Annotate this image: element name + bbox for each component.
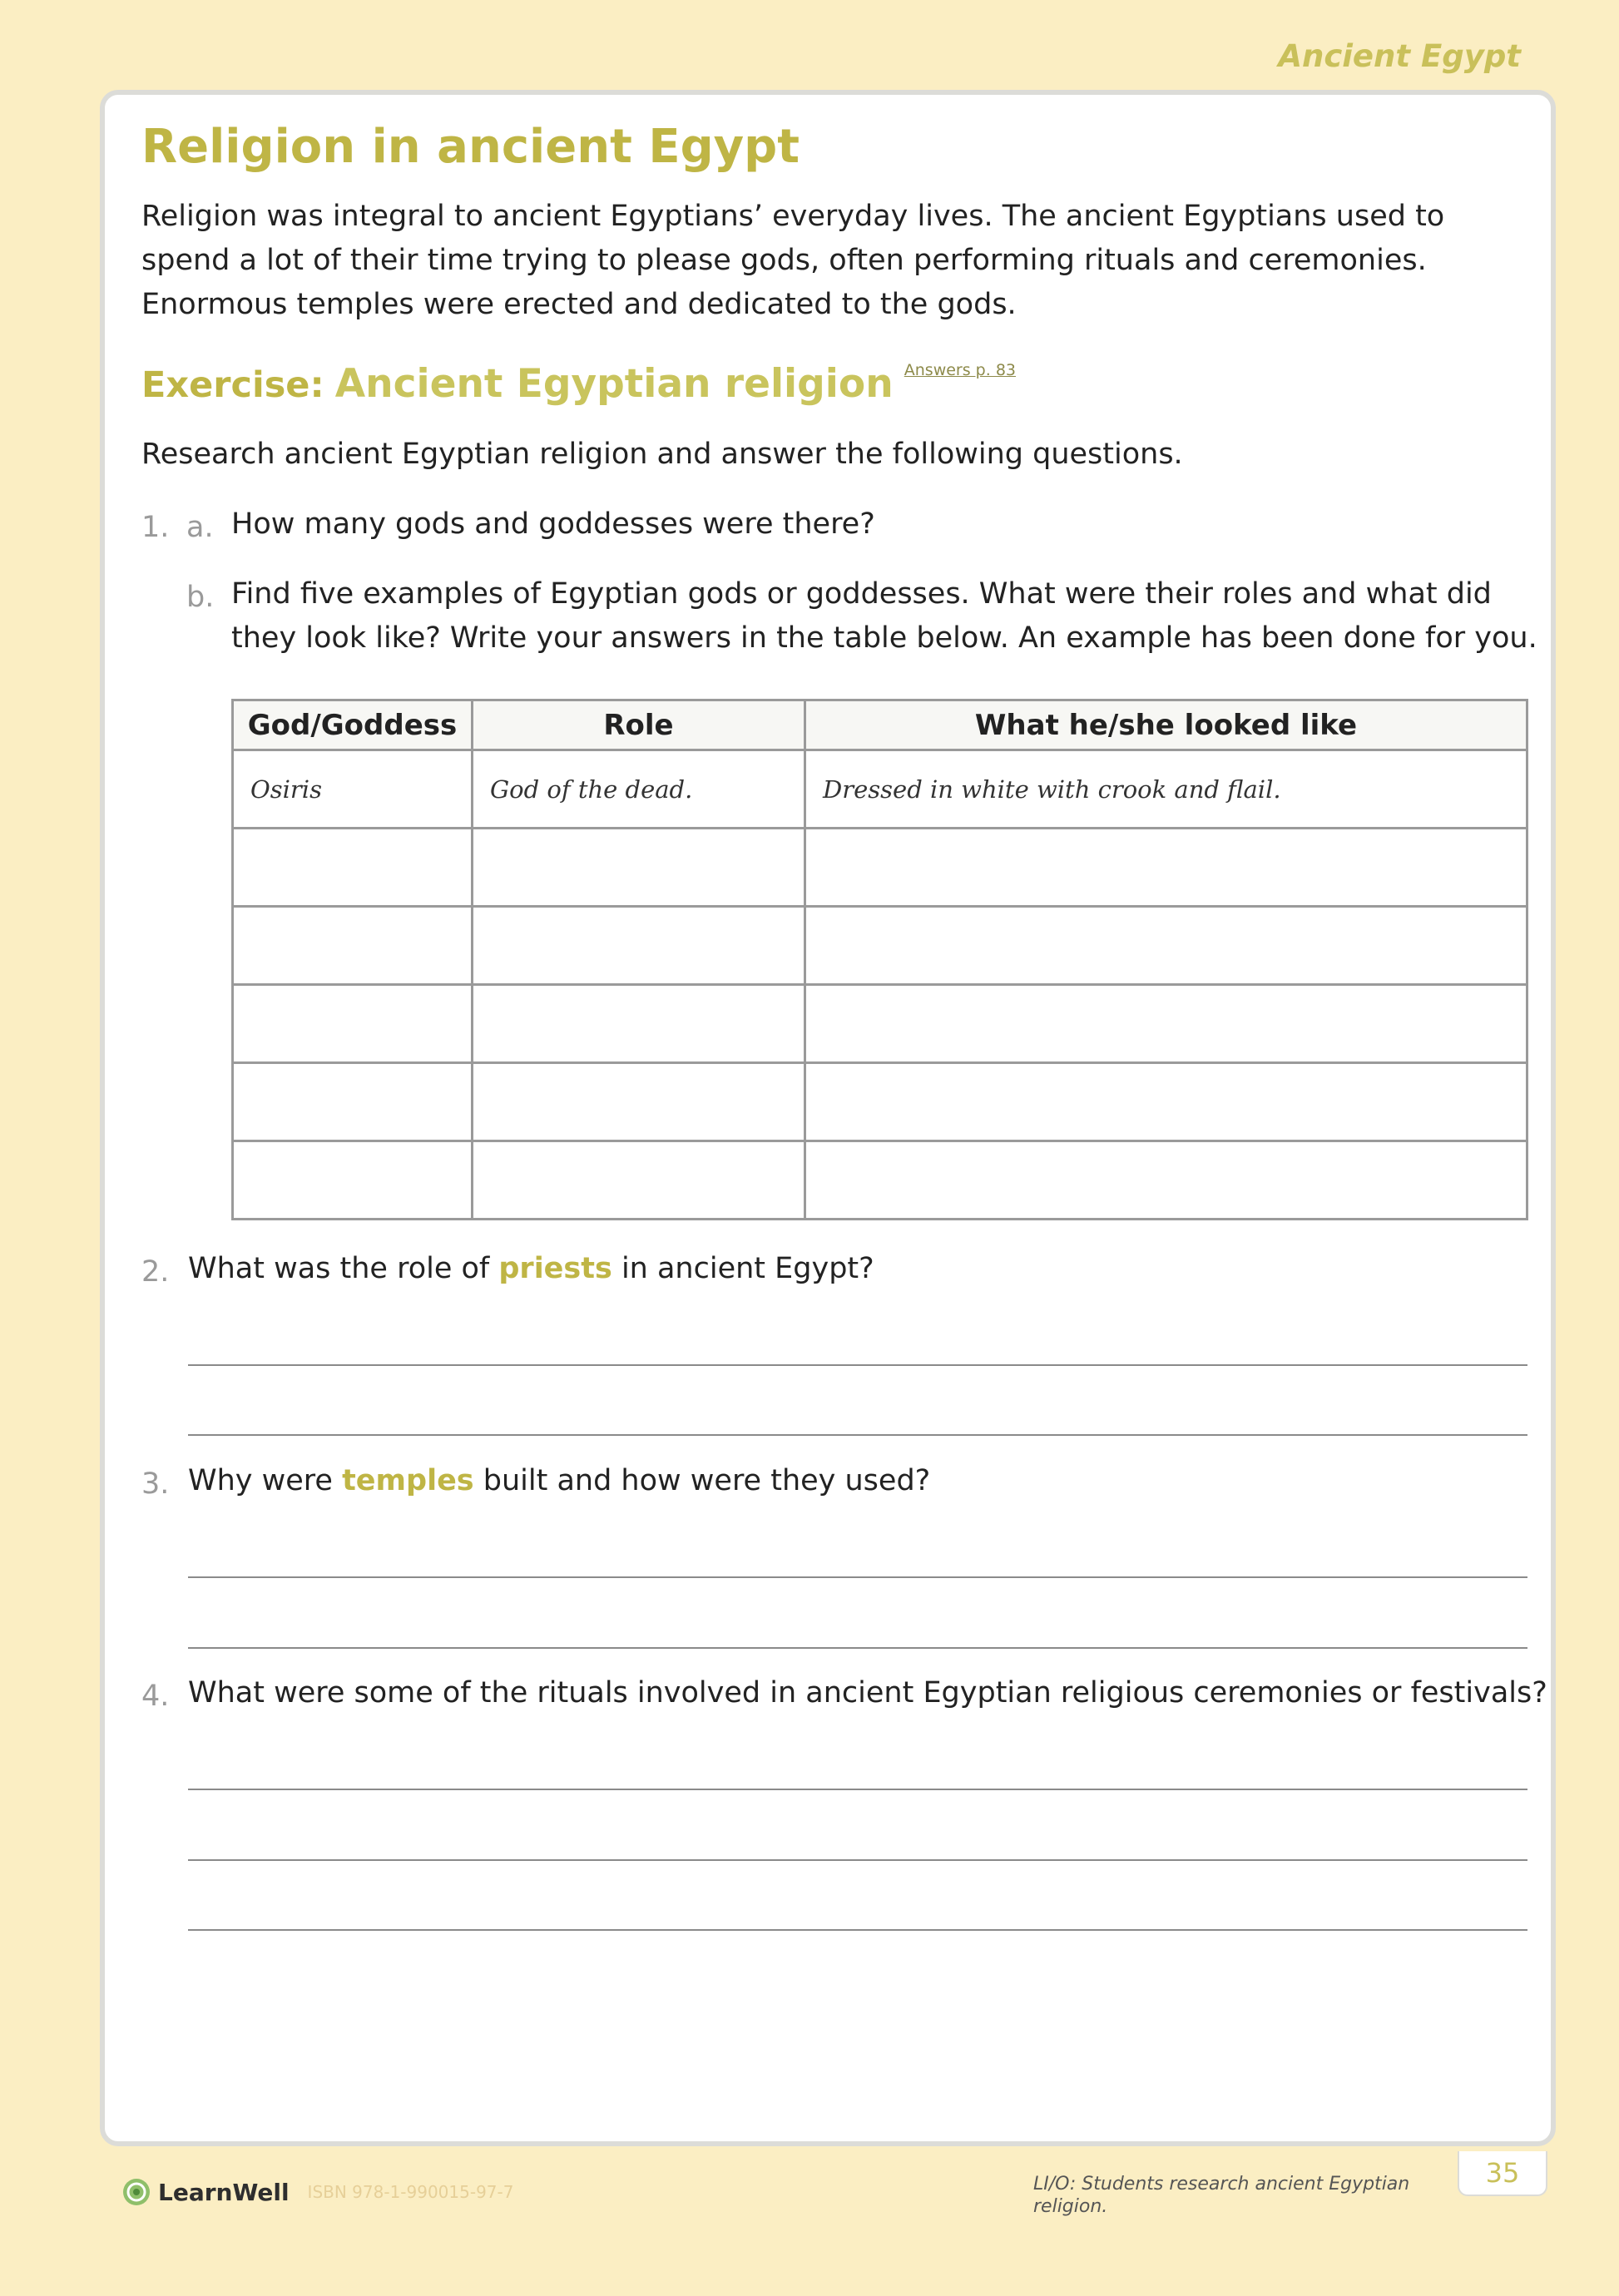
table-header-row — [233, 700, 1527, 750]
table-row — [233, 985, 1527, 1063]
question-4-number: 4. — [141, 1680, 170, 1713]
learnwell-logo-icon — [121, 2177, 151, 2207]
brand-name: LearnWell — [158, 2178, 290, 2206]
table-cell[interactable] — [473, 1141, 805, 1220]
gods-table — [231, 699, 1528, 1220]
question-3-text: Why were temples built and how were they used? — [188, 1464, 931, 1497]
keyword-temples: temples — [342, 1464, 474, 1497]
table-cell[interactable]: Osiris — [233, 750, 473, 829]
column-header: Role — [473, 700, 805, 750]
table-cell[interactable] — [233, 985, 473, 1063]
table-row — [233, 750, 1527, 829]
table-row — [233, 907, 1527, 985]
footer-brand — [121, 2177, 513, 2207]
exercise-heading — [141, 361, 1016, 407]
column-header: What he/she looked like — [805, 700, 1527, 750]
table-cell[interactable] — [473, 985, 805, 1063]
table-cell[interactable] — [473, 907, 805, 985]
table-cell[interactable] — [233, 829, 473, 907]
table-cell[interactable] — [233, 907, 473, 985]
isbn-text: ISBN 978-1-990015-97-7 — [307, 2182, 514, 2202]
answer-line[interactable] — [188, 1647, 1527, 1649]
table-cell[interactable] — [805, 985, 1527, 1063]
table-cell[interactable] — [233, 1141, 473, 1220]
answer-line[interactable] — [188, 1434, 1527, 1436]
answer-line[interactable] — [188, 1364, 1527, 1366]
learning-objective: LI/O: Students research ancient Egyptian religion. — [1033, 2174, 1410, 2217]
worksheet-card — [100, 90, 1556, 2146]
table-cell[interactable] — [805, 829, 1527, 907]
table-cell[interactable] — [805, 1063, 1527, 1141]
exercise-instruction: Research ancient Egyptian religion and answer the following questions. — [141, 438, 1183, 471]
answer-line[interactable] — [188, 1859, 1527, 1861]
running-head-title: Ancient Egypt — [1278, 38, 1521, 74]
answers-link[interactable]: Answers p. 83 — [904, 361, 1016, 379]
question-1a-text: How many gods and goddesses were there? — [231, 507, 875, 541]
table-cell[interactable]: Dressed in white with crook and flail. — [805, 750, 1527, 829]
table-cell[interactable] — [805, 907, 1527, 985]
question-1b-text: Find five examples of Egyptian gods or goddesses. What were their roles and what did they look like? Write your answers in the table below. An example has been done for you. — [231, 577, 1537, 655]
table-row — [233, 1063, 1527, 1141]
page-title: Religion in ancient Egypt — [141, 120, 800, 174]
question-1-number: 1. — [141, 511, 170, 544]
answer-line[interactable] — [188, 1789, 1527, 1790]
question-1a-letter: a. — [186, 511, 214, 544]
question-4-text: What were some of the rituals involved in ancient Egyptian religious ceremonies or festivals? — [188, 1676, 1547, 1710]
table-cell[interactable] — [805, 1141, 1527, 1220]
exercise-name: Ancient Egyptian religion — [334, 361, 894, 407]
question-1b-letter: b. — [186, 581, 215, 614]
column-header: God/Goddess — [233, 700, 473, 750]
table-row — [233, 1141, 1527, 1220]
keyword-priests: priests — [498, 1252, 612, 1285]
intro-paragraph: Religion was integral to ancient Egyptians’ everyday lives. The ancient Egyptians used to spend a lot of their time trying to please gods, often performing rituals and ceremonies. Enormous temples were erected and dedicated to the gods. — [141, 200, 1445, 321]
table-cell[interactable] — [473, 1063, 805, 1141]
page-number: 35 — [1458, 2151, 1547, 2196]
table-cell[interactable]: God of the dead. — [473, 750, 805, 829]
answer-line[interactable] — [188, 1576, 1527, 1578]
table-cell[interactable] — [473, 829, 805, 907]
exercise-label: Exercise: — [141, 364, 324, 406]
question-2-number: 2. — [141, 1255, 170, 1289]
question-2-text: What was the role of priests in ancient Egypt? — [188, 1252, 874, 1285]
answer-line[interactable] — [188, 1929, 1527, 1931]
table-row — [233, 829, 1527, 907]
question-3-number: 3. — [141, 1467, 170, 1501]
table-cell[interactable] — [233, 1063, 473, 1141]
